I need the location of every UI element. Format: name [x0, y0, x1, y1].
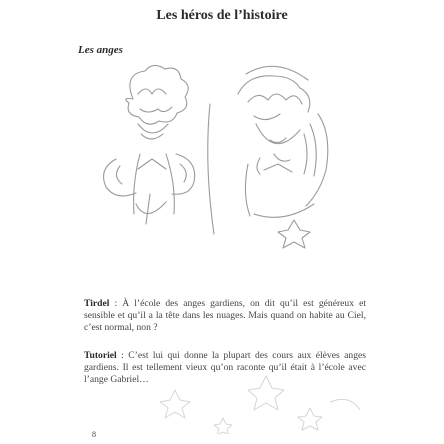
bio-name: Tirdel — [84, 298, 110, 309]
bio-text: : C’est lui qui donne la plupart des cours aux élèves anges gardiens. Il est tellement vieux qu’on raconte qu’il était à l’école avec l’ange Gabriel… — [84, 350, 366, 385]
page-header-title: Les héros de l’histoire — [156, 8, 288, 23]
bio-name: Tutoriel — [84, 350, 117, 361]
section-title: Les anges — [78, 44, 123, 56]
angels-coloring-illustration — [78, 54, 348, 254]
bio-text: : À l’école des anges gardiens, on dit qu’il est généreux et sensible et qu’il a la tête dans les nuages. Mais quand on habite au Ciel, c’est normal, non ? — [84, 298, 366, 333]
page-number: 8 — [92, 430, 96, 439]
star-decoration — [110, 370, 410, 434]
bio-tirdel — [84, 298, 366, 334]
